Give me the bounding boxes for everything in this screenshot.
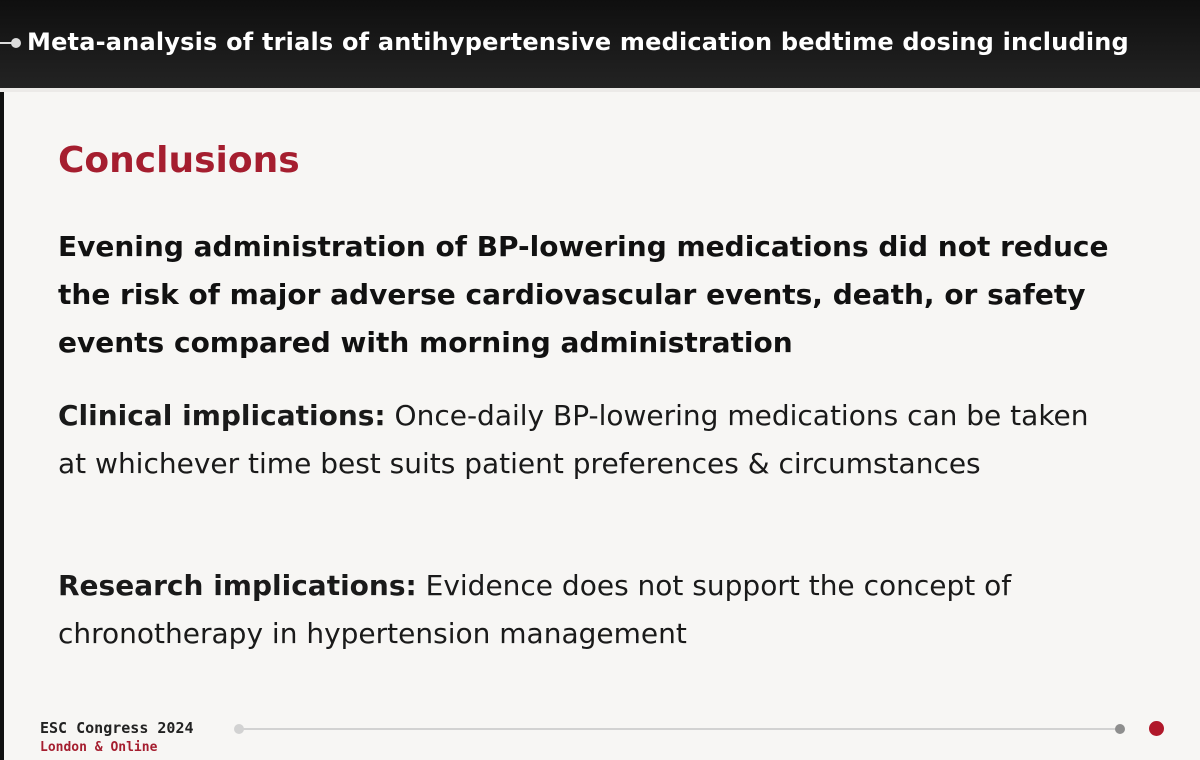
video-title-bar bbox=[0, 0, 1200, 88]
clinical-implications-paragraph bbox=[58, 392, 1118, 488]
research-implications-text: Evidence does not support the concept of chronotherapy in hypertension management bbox=[58, 569, 1012, 650]
research-implications-paragraph bbox=[58, 562, 1118, 658]
footer-event-name: ESC Congress 2024 bbox=[40, 719, 194, 737]
research-implications-label: Research implications: bbox=[58, 569, 417, 602]
slide-title: Meta-analysis of trials of antihypertensive medication bedtime dosing including bbox=[27, 28, 1129, 56]
footer-red-dot bbox=[1149, 721, 1164, 736]
footer-progress-line bbox=[238, 728, 1118, 730]
clinical-implications-text: Once-daily BP-lowering medications can be taken at whichever time best suits patient preferences & circumstances bbox=[58, 399, 1089, 480]
presentation-slide bbox=[4, 92, 1200, 760]
footer-line-start-dot bbox=[234, 724, 244, 734]
footer-location: London & Online bbox=[40, 740, 158, 755]
footer-grey-dot bbox=[1115, 724, 1125, 734]
title-bullet-dot bbox=[11, 38, 21, 48]
slide-heading: Conclusions bbox=[58, 140, 300, 181]
clinical-implications-label: Clinical implications: bbox=[58, 399, 386, 432]
main-conclusion: Evening administration of BP-lowering medications did not reduce the risk of major adverse cardiovascular events, death, or safety events compared with morning administration bbox=[58, 230, 1109, 359]
